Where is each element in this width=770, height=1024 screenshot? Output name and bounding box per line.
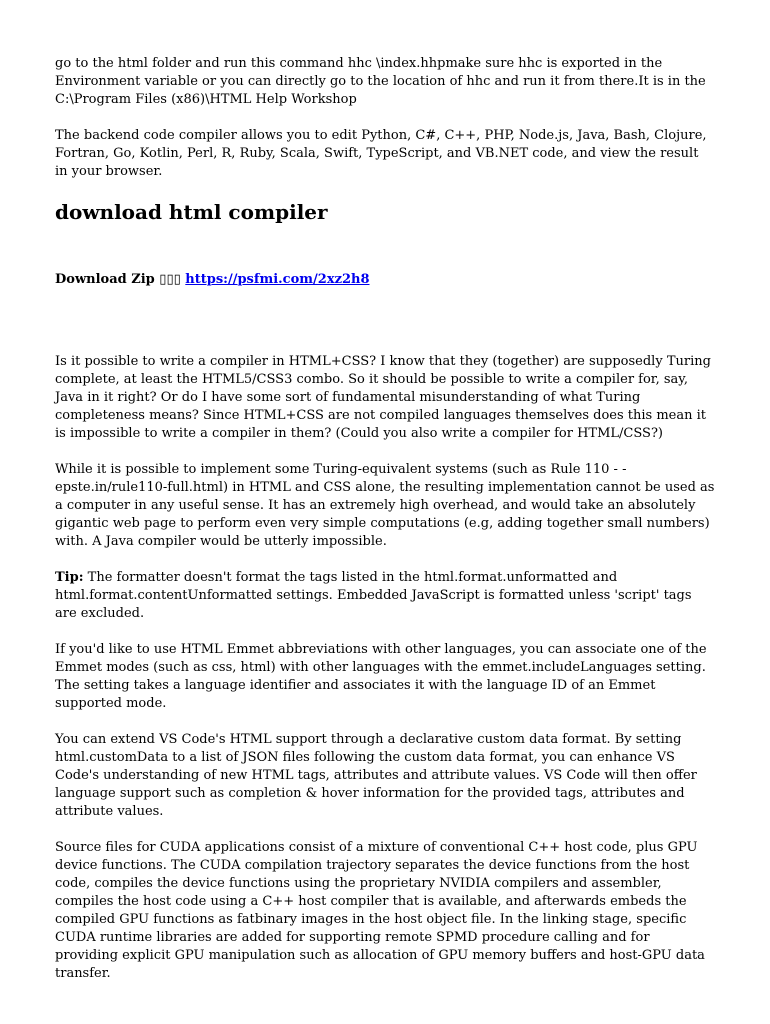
paragraph-cuda: Source files for CUDA applications consist of a mixture of conventional C++ host code, plus GPU device functions. The CUDA compilation trajectory separates the device functions from the host code, compiles the device functions using the proprietary NVIDIA compilers and assembler, compiles the host code using a C++ host compiler that is available, and afterwards embeds the compiled GPU functions as fatbinary images in the host object file. In the linking stage, specific CUDA runtime libraries are added for supporting remote SPMD procedure calling and for providing explicit GPU manipulation such as allocation of GPU memory buffers and host-GPU data transfer. <box>55 840 705 981</box>
spacer <box>55 289 715 353</box>
paragraph-turing-answer: While it is possible to implement some Turing-equivalent systems (such as Rule 110 - - epste.in/rule110-full.html) in HTML and CSS alone, the resulting implementation cannot be used as a computer in any useful sense. It has an extremely high overhead, and would take an absolutely gigantic web page to perform even very simple computations (e.g, adding together small numbers) with. A Java compiler would be utterly impossible. <box>55 462 715 549</box>
page-title: download html compiler <box>55 200 328 224</box>
download-link[interactable]: https://psfmi.com/2xz2h8 <box>185 272 370 287</box>
intro-paragraph-backend-compiler: The backend code compiler allows you to edit Python, C#, C++, PHP, Node.js, Java, Bash, Clojure, Fortran, Go, Kotlin, Perl, R, Ruby, Scala, Swift, TypeScript, and VB.NET code, and view the result in your browser. <box>55 128 707 179</box>
paragraph-compiler-question: Is it possible to write a compiler in HTML+CSS? I know that they (together) are supposedly Turing complete, at least the HTML5/CSS3 combo. So it should be possible to write a compiler for, say, Java in it right? Or do I have some sort of fundamental misunderstanding of what Turing completeness means? Since HTML+CSS are not compiled languages themselves does this mean it is impossible to write a compiler in them? (Could you also write a compiler for HTML/CSS?) <box>55 354 711 441</box>
paragraph-tip <box>55 569 715 623</box>
tip-text: The formatter doesn't format the tags listed in the html.format.unformatted and html.format.contentUnformatted settings. Embedded JavaScript is formatted unless 'script' tags are excluded. <box>55 570 692 621</box>
paragraph-custom-data: You can extend VS Code's HTML support through a declarative custom data format. By setting html.customData to a list of JSON files following the custom data format, you can enhance VS Code's understanding of new HTML tags, attributes and attribute values. VS Code will then offer language support such as completion & hover information for the provided tags, attributes and attribute values. <box>55 732 697 819</box>
download-glyph: ▯▯▯ <box>159 272 181 287</box>
tip-label: Tip: <box>55 570 84 585</box>
download-line <box>55 271 715 289</box>
intro-paragraph-hhc: go to the html folder and run this command hhc \index.hhpmake sure hhc is exported in the Environment variable or you can directly go to the location of hhc and run it from there.It is in the C:\Program Files (x86)\HTML Help Workshop <box>55 56 706 107</box>
paragraph-emmet: If you'd like to use HTML Emmet abbreviations with other languages, you can associate one of the Emmet modes (such as css, html) with other languages with the emmet.includeLanguages setting. The setting takes a language identifier and associates it with the language ID of an Emmet supported mode. <box>55 642 707 711</box>
download-label: Download Zip <box>55 272 155 287</box>
document-page <box>55 55 715 1001</box>
